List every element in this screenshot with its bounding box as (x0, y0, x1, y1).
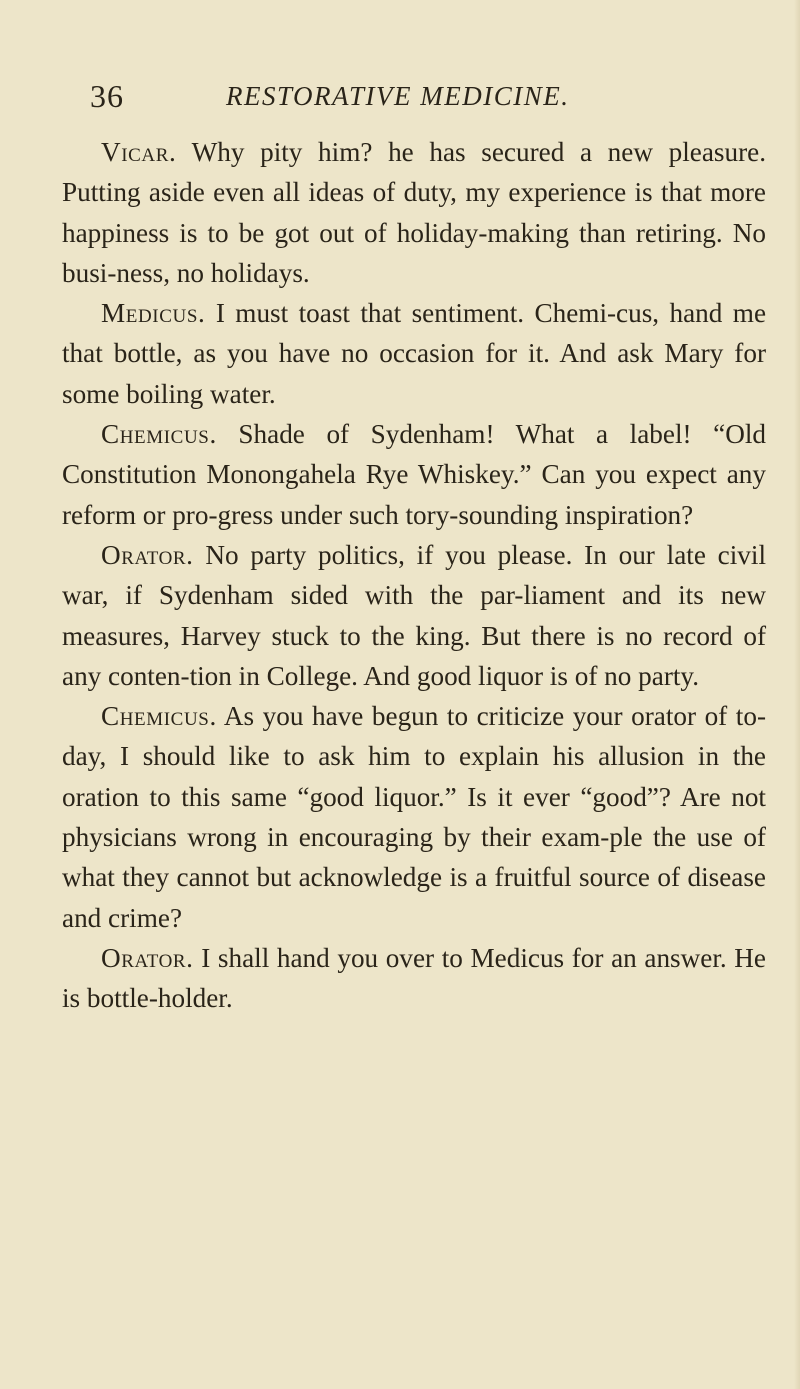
running-head (90, 76, 770, 116)
dialogue-paragraph-chemicus (62, 414, 766, 535)
dialogue-paragraph-chemicus (62, 696, 766, 938)
page-edge (794, 0, 800, 1389)
speech-text: As you have begun to criticize your orator of to-day, I should like to ask him to explain his allusion in the oration to this same “good liquor.” Is it ever “good”? Are not physicians wrong in encouraging by their exam-ple the use of what they cannot but acknowledge is a fruitful source of disease and crime? (62, 701, 766, 933)
dialogue-paragraph-medicus (62, 293, 766, 414)
speaker-name: Vicar. (101, 137, 177, 167)
speaker-name: Chemicus. (101, 701, 217, 732)
speech-text: No party politics, if you please. In our late civil war, if Sydenham sided with the par-liament and its new measures, Harvey stuck to the king. But there is no record of any conten-tion in College. And good liquor is of no party. (62, 539, 766, 691)
speaker-name: Orator. (101, 942, 194, 973)
dialogue-paragraph-vicar (62, 132, 766, 293)
speaker-name: Chemicus. (101, 419, 217, 450)
speech-text: Shade of Sydenham! What a label! “Old Constitution Monongahela Rye Whiskey.” Can you expect any reform or pro-gress under such tory-sounding inspiration? (62, 419, 766, 530)
dialogue-paragraph-orator (62, 535, 766, 696)
dialogue-paragraph-orator (62, 938, 766, 1019)
running-title: RESTORATIVE MEDICINE. (226, 81, 570, 111)
speaker-name: Orator. (101, 539, 194, 570)
speech-text: Why pity him? he has secured a new pleasure. Putting aside even all ideas of duty, my experience is that more happiness is to be got out of holiday-making than retiring. No busi-ness, no holidays. (62, 137, 766, 288)
speaker-name: Medicus. (101, 298, 206, 329)
speech-text: I must toast that sentiment. Chemi-cus, hand me that bottle, as you have no occasion for it. And ask Mary for some boiling water. (62, 298, 767, 409)
speech-text: I shall hand you over to Medicus for an answer. He is bottle-holder. (62, 942, 766, 1014)
page-number: 36 (90, 78, 124, 114)
body-text (62, 132, 766, 1019)
